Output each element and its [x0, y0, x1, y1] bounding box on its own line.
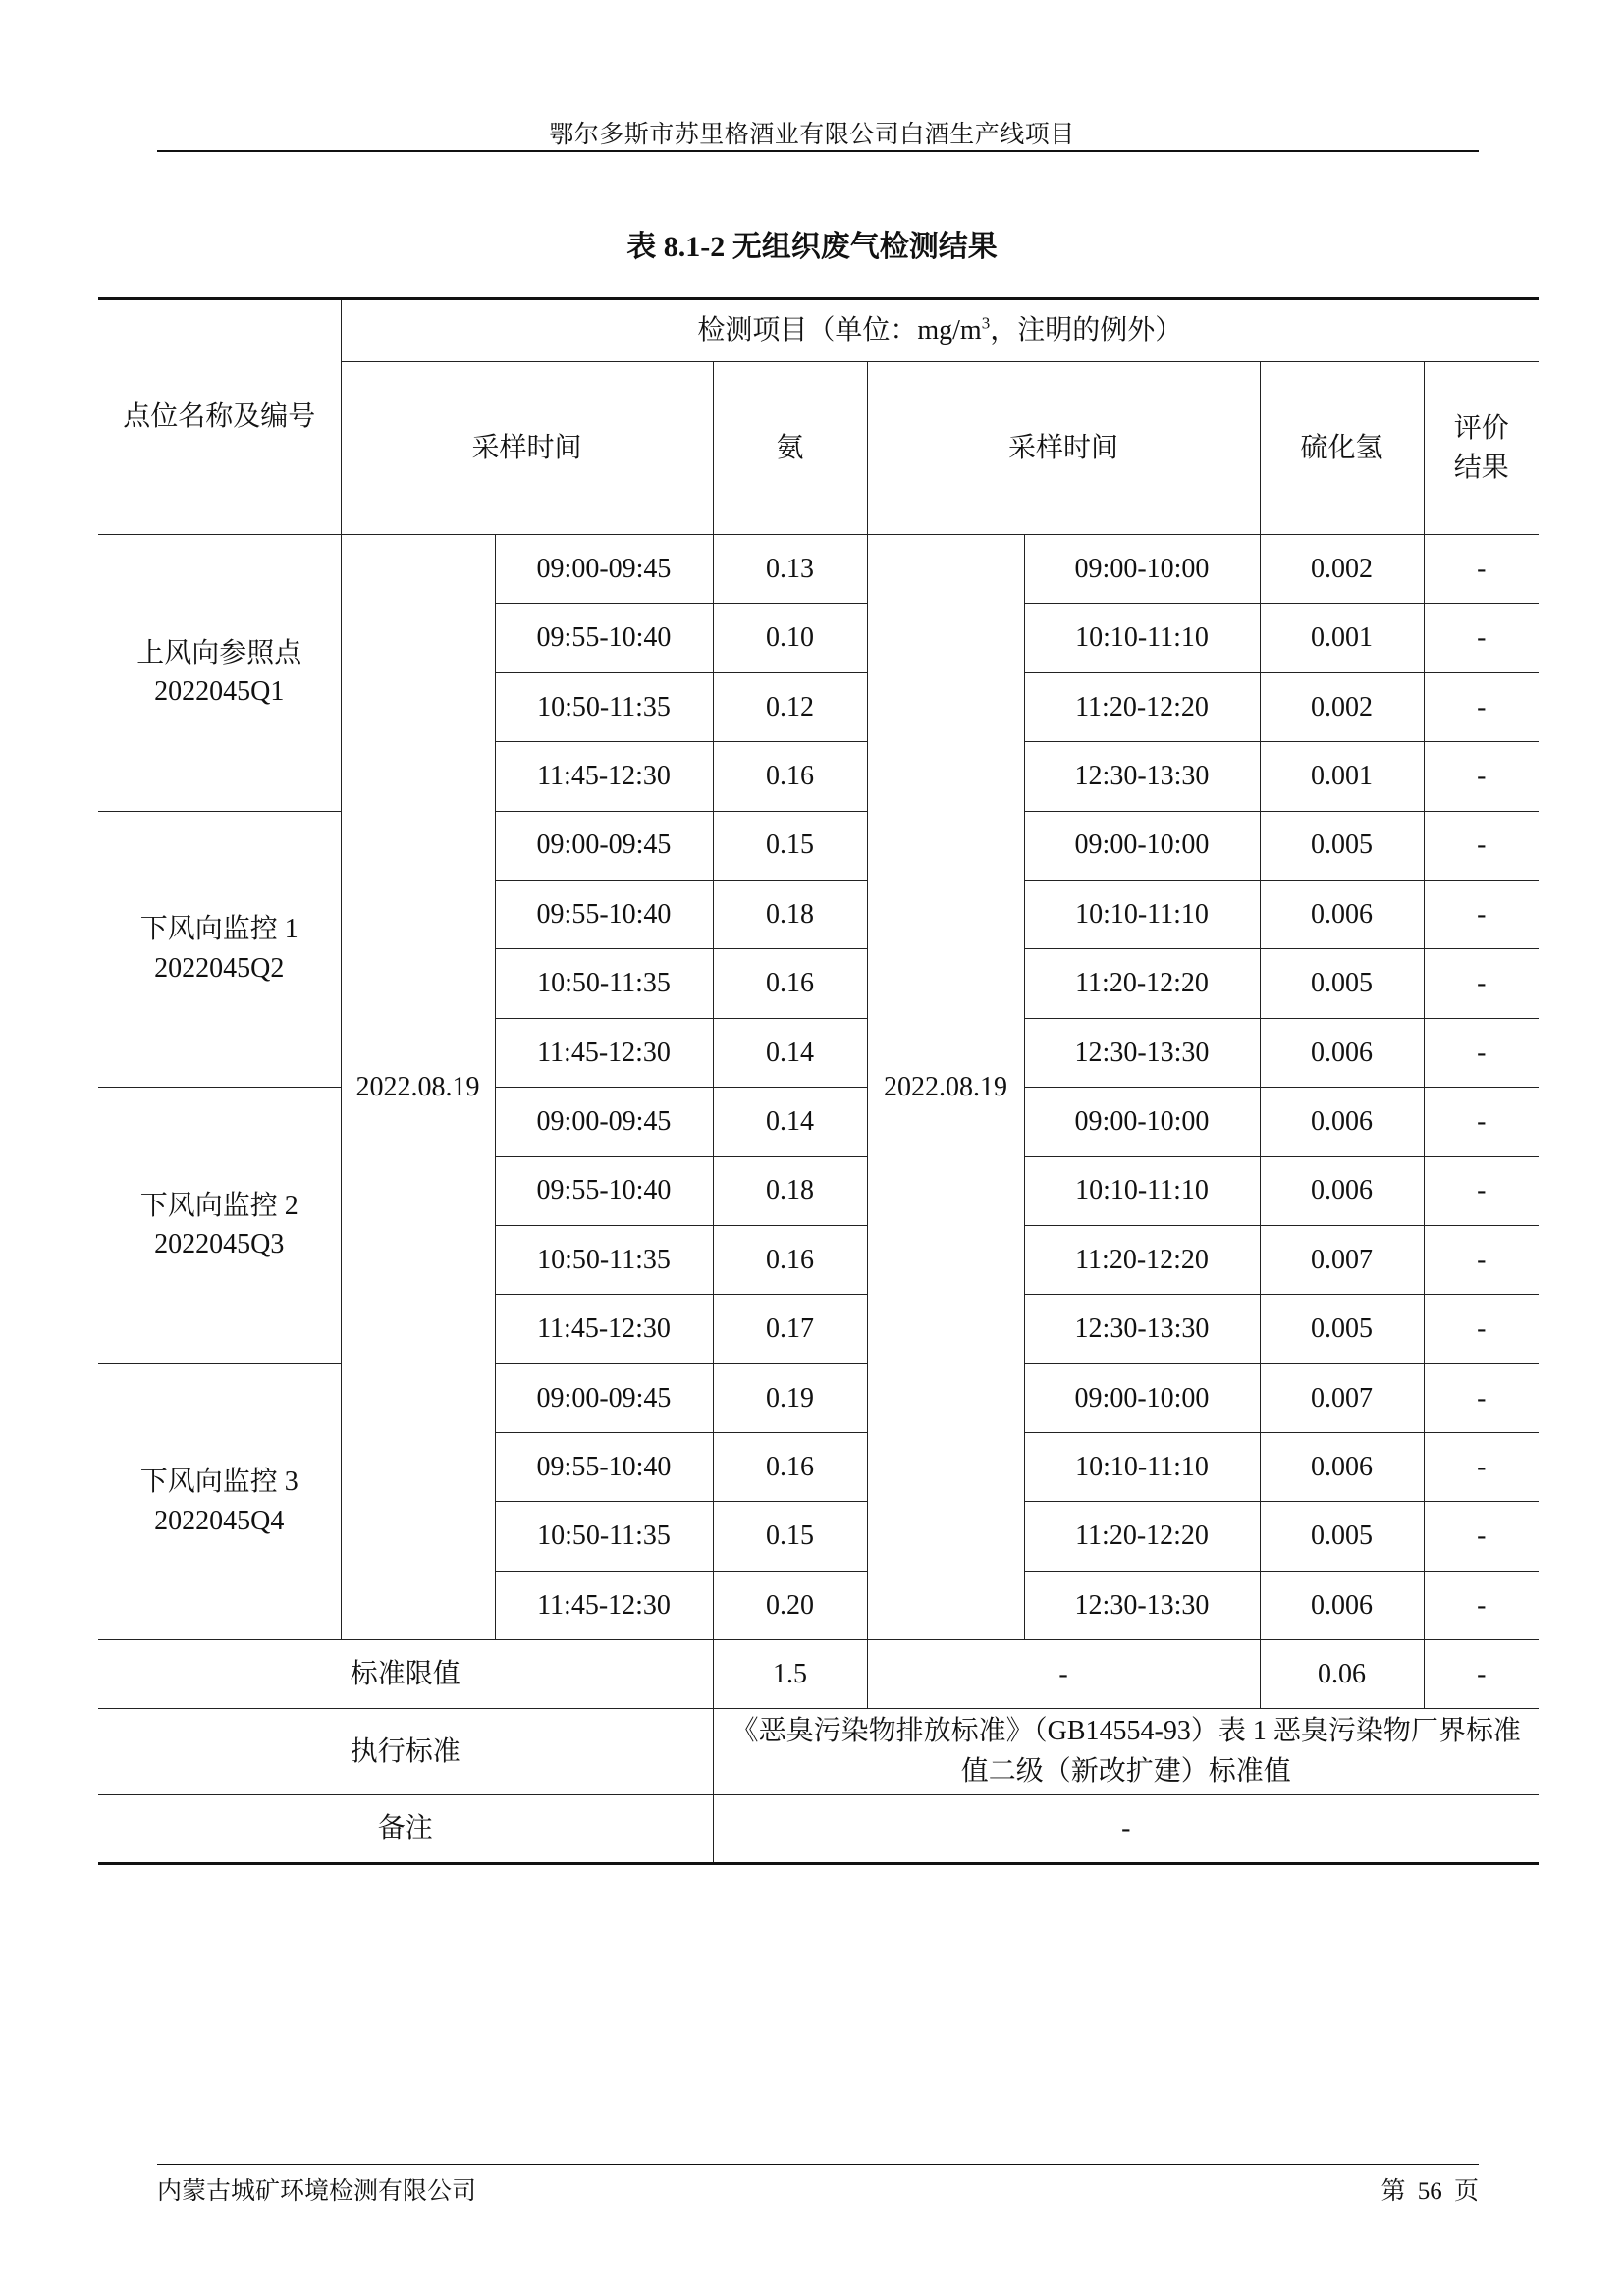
point-name-cell: [98, 1363, 341, 1640]
h2s-value: 0.007: [1260, 1225, 1424, 1294]
footer-page-number: 第 56 页: [1380, 2178, 1479, 2205]
sampling-time-2: 12:30-13:30: [1024, 1571, 1260, 1639]
table-row: [98, 811, 1539, 880]
h2s-value: 0.006: [1260, 880, 1424, 948]
sampling-date-1: 2022.08.19: [341, 535, 495, 1640]
sampling-time-2: 12:30-13:30: [1024, 742, 1260, 811]
evaluation-result: -: [1424, 742, 1539, 811]
point-name: 下风向监控 1: [139, 914, 298, 945]
point-name-cell: [98, 535, 341, 812]
h2s-value: 0.007: [1260, 1363, 1424, 1432]
ammonia-value: 0.16: [713, 1225, 867, 1294]
point-name-cell: [98, 811, 341, 1088]
sampling-time-2: 12:30-13:30: [1024, 1295, 1260, 1363]
header-items: 检测项目（单位：$mg/m^3$，注明的例外）: [341, 299, 1539, 362]
evaluation-result: -: [1424, 1018, 1539, 1087]
header-point: 点位名称及编号: [98, 299, 341, 535]
ammonia-value: 0.19: [713, 1363, 867, 1432]
point-code: 2022045Q4: [154, 1505, 285, 1536]
point-code: 2022045Q1: [154, 676, 285, 708]
ammonia-value: 0.15: [713, 1502, 867, 1571]
sampling-time-1: 10:50-11:35: [495, 1225, 713, 1294]
page-header: 鄂尔多斯市苏里格酒业有限公司白酒生产线项目: [549, 122, 1075, 148]
header-rule: [157, 150, 1479, 152]
sampling-time-2: 11:20-12:20: [1024, 1502, 1260, 1571]
evaluation-result: -: [1424, 1225, 1539, 1294]
evaluation-result: -: [1424, 1433, 1539, 1502]
sampling-time-1: 09:00-09:45: [495, 1088, 713, 1156]
evaluation-result: -: [1424, 672, 1539, 741]
evaluation-result: -: [1424, 880, 1539, 948]
table-row: [98, 1088, 1539, 1156]
ammonia-value: 0.10: [713, 604, 867, 672]
sampling-time-2: 11:20-12:20: [1024, 949, 1260, 1018]
limit-label: 标准限值: [98, 1640, 713, 1709]
sampling-time-1: 11:45-12:30: [495, 742, 713, 811]
remark-row: [98, 1795, 1539, 1864]
table-row: [98, 535, 1539, 604]
point-code: 2022045Q2: [154, 952, 285, 984]
sampling-time-1: 09:00-09:45: [495, 535, 713, 604]
ammonia-value: 0.13: [713, 535, 867, 604]
sampling-time-2: 11:20-12:20: [1024, 1225, 1260, 1294]
sampling-time-1: 11:45-12:30: [495, 1571, 713, 1639]
h2s-value: 0.005: [1260, 1502, 1424, 1571]
sampling-time-1: 09:55-10:40: [495, 880, 713, 948]
h2s-value: 0.001: [1260, 604, 1424, 672]
table-title: 表 8.1-2 无组织废气检测结果: [626, 231, 998, 263]
sampling-time-1: 09:00-09:45: [495, 1363, 713, 1432]
h2s-value: 0.002: [1260, 535, 1424, 604]
remark-label: 备注: [98, 1795, 713, 1864]
point-code: 2022045Q3: [154, 1229, 285, 1260]
sampling-time-1: 09:55-10:40: [495, 1156, 713, 1225]
sampling-time-2: 11:20-12:20: [1024, 672, 1260, 741]
h2s-value: 0.001: [1260, 742, 1424, 811]
evaluation-result: -: [1424, 811, 1539, 880]
sampling-time-2: 09:00-10:00: [1024, 811, 1260, 880]
h2s-value: 0.006: [1260, 1088, 1424, 1156]
sampling-time-1: 09:55-10:40: [495, 1433, 713, 1502]
ammonia-value: 0.18: [713, 880, 867, 948]
ammonia-value: 0.16: [713, 1433, 867, 1502]
header-sampling-time-1: 采样时间: [341, 362, 713, 535]
ammonia-value: 0.14: [713, 1088, 867, 1156]
ammonia-value: 0.17: [713, 1295, 867, 1363]
ammonia-value: 0.16: [713, 742, 867, 811]
header-ammonia: 氨: [713, 362, 867, 535]
sampling-time-2: 10:10-11:10: [1024, 1433, 1260, 1502]
footer-rule: [157, 2164, 1479, 2165]
sampling-time-2: 10:10-11:10: [1024, 604, 1260, 672]
table-row: [98, 1363, 1539, 1432]
sampling-time-2: 09:00-10:00: [1024, 1088, 1260, 1156]
h2s-value: 0.005: [1260, 811, 1424, 880]
limit-evaluation: -: [1424, 1640, 1539, 1709]
sampling-time-2: 10:10-11:10: [1024, 880, 1260, 948]
evaluation-result: -: [1424, 1295, 1539, 1363]
h2s-value: 0.005: [1260, 1295, 1424, 1363]
sampling-time-2: 09:00-10:00: [1024, 535, 1260, 604]
evaluation-result: -: [1424, 1363, 1539, 1432]
standard-row: [98, 1709, 1539, 1795]
h2s-value: 0.002: [1260, 672, 1424, 741]
sampling-time-2: 09:00-10:00: [1024, 1363, 1260, 1432]
h2s-value: 0.006: [1260, 1433, 1424, 1502]
footer-company: 内蒙古城矿环境检测有限公司: [157, 2178, 477, 2205]
ammonia-value: 0.15: [713, 811, 867, 880]
evaluation-result: -: [1424, 1502, 1539, 1571]
ammonia-value: 0.16: [713, 949, 867, 1018]
sampling-date-2: 2022.08.19: [867, 535, 1024, 1640]
sampling-time-1: 10:50-11:35: [495, 1502, 713, 1571]
emission-results-table: [98, 297, 1539, 1865]
h2s-value: 0.006: [1260, 1156, 1424, 1225]
h2s-value: 0.006: [1260, 1571, 1424, 1639]
sampling-time-1: 09:55-10:40: [495, 604, 713, 672]
point-name: 下风向监控 2: [139, 1190, 298, 1221]
header-sampling-time-2: 采样时间: [867, 362, 1260, 535]
sampling-time-1: 09:00-09:45: [495, 811, 713, 880]
sampling-time-1: 10:50-11:35: [495, 672, 713, 741]
header-h2s: 硫化氢: [1260, 362, 1424, 535]
evaluation-result: -: [1424, 1088, 1539, 1156]
remark-text: -: [713, 1795, 1539, 1864]
evaluation-result: -: [1424, 949, 1539, 1018]
ammonia-value: 0.12: [713, 672, 867, 741]
limit-mid: -: [867, 1640, 1260, 1709]
sampling-time-1: 10:50-11:35: [495, 949, 713, 1018]
limit-h2s: 0.06: [1260, 1640, 1424, 1709]
evaluation-result: -: [1424, 1571, 1539, 1639]
point-name-cell: [98, 1088, 341, 1364]
ammonia-value: 0.20: [713, 1571, 867, 1639]
ammonia-value: 0.14: [713, 1018, 867, 1087]
h2s-value: 0.006: [1260, 1018, 1424, 1087]
point-name: 下风向监控 3: [139, 1467, 298, 1498]
sampling-time-1: 11:45-12:30: [495, 1018, 713, 1087]
sampling-time-2: 10:10-11:10: [1024, 1156, 1260, 1225]
header-evaluation: 评价结果: [1424, 362, 1539, 535]
limit-row: [98, 1640, 1539, 1709]
evaluation-result: -: [1424, 1156, 1539, 1225]
sampling-time-2: 12:30-13:30: [1024, 1018, 1260, 1087]
evaluation-result: -: [1424, 535, 1539, 604]
standard-label: 执行标准: [98, 1709, 713, 1795]
point-name: 上风向参照点: [136, 637, 302, 668]
sampling-time-1: 11:45-12:30: [495, 1295, 713, 1363]
ammonia-value: 0.18: [713, 1156, 867, 1225]
evaluation-result: -: [1424, 604, 1539, 672]
limit-ammonia: 1.5: [713, 1640, 867, 1709]
h2s-value: 0.005: [1260, 949, 1424, 1018]
standard-text: 《恶臭污染物排放标准》（GB14554-93）表 1 恶臭污染物厂界标准值二级（新改扩建）标准值: [713, 1709, 1539, 1795]
